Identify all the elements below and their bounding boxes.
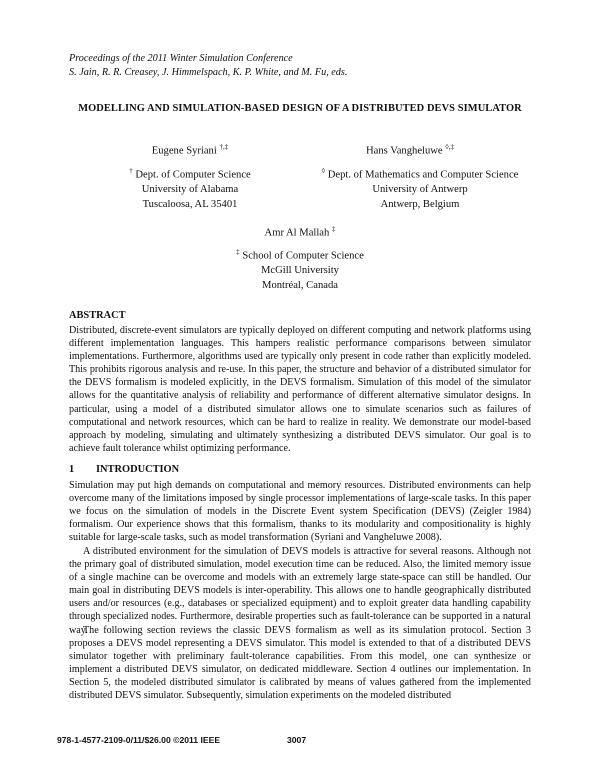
author-3 <box>220 222 380 241</box>
author-1 <box>120 140 260 159</box>
author-mark: ‡ <box>331 225 336 233</box>
affiliation-line: Dept. of Mathematics and Computer Science <box>327 169 519 181</box>
affiliation-mark: ◊ <box>321 167 326 175</box>
affiliation-line: University of Antwerp <box>372 184 468 196</box>
affiliation-3 <box>200 245 400 294</box>
author-mark: †,‡ <box>219 143 229 151</box>
proceedings-line: Proceedings of the 2011 Winter Simulation Conference <box>69 53 293 64</box>
paper-title: MODELLING AND SIMULATION-BASED DESIGN OF A DISTRIBUTED DEVS SIMULATOR <box>78 103 522 114</box>
affiliation-2 <box>300 164 540 213</box>
abstract-text: Distributed, discrete-event simulators are typically deployed on different computing and network platforms using different implementation languages. This hampers realistic performance comparisons between simulator implementations. Furthermore, algorithms used are typically only present in code rather than explicitly modeled. This prohibits rigorous analysis and re-use. In this paper, the structure and behavior of a distributed simulator for the DEVS formalism is modeled explicitly, in the DEVS formalism. Simulation of this model of the simulator allows for the quantitative analysis of reliability and performance of different alternative simulator designs. In particular, using a model of a distributed simulator allows one to simulate scenarios such as failures of computational and network resources, which can be hard to realize in reality. We demonstrate our model-based approach by modeling, simulating and ultimately synthesizing a distributed DEVS simulator. Our goal is to achieve fault tolerance whilst optimizing performance. <box>69 325 531 454</box>
intro-paragraph: A distributed environment for the simulation of DEVS models is attractive for several reasons. Although not the primary goal of distributed simulation, model execution time can be reduced. Also, the limited memory issue of a single machine can be overcome and models with an extremely large state-space can still be handled. Our main goal in distributing DEVS models is inter-operability. This allows one to handle geographically distributed users and/or resources (e.g., databases or specialized equipment) and to exploit greater data handling capability through specialized nodes. Furthermore, desirable properties such as fault-tolerance can be supported in a natural way. <box>69 546 531 636</box>
section-number: 1 <box>69 464 75 475</box>
affiliation-mark: ‡ <box>236 248 240 256</box>
section-title: INTRODUCTION <box>96 464 180 475</box>
page-number: 3007 <box>287 735 307 745</box>
affiliation-line: School of Computer Science <box>242 250 364 262</box>
intro-paragraph: Simulation may put high demands on computational and memory resources. Distributed environments can help overcome many of the limitations imposed by single processor implementations of large-scale tasks. In this paper we focus on the simulation of models in the Discrete Event system Specification (DEVS) (Zeigler 1984) formalism. Our experience shows that this formalism, thanks to its modularity and compositionality is highly suitable for large-scale tasks, such as model transformation (Syriani and Vangheluwe 2008). <box>69 480 531 544</box>
conference-header <box>69 52 347 80</box>
affiliation-line: University of Alabama <box>141 184 239 196</box>
affiliation-line: Tuscaloosa, AL 35401 <box>142 199 238 211</box>
introduction-heading <box>69 464 179 475</box>
isbn-copyright: 978-1-4577-2109-0/11/$26.00 ©2011 IEEE <box>57 735 221 745</box>
affiliation-line: Antwerp, Belgium <box>380 199 460 211</box>
affiliation-1 <box>100 164 280 213</box>
author-name: Eugene Syriani <box>151 145 217 157</box>
affiliation-mark: † <box>129 167 133 175</box>
affiliation-line: McGill University <box>261 265 339 277</box>
affiliation-line: Dept. of Computer Science <box>135 169 251 181</box>
intro-paragraph: The following section reviews the classic DEVS formalism as well as its simulation protocol. Section 3 proposes a DEVS model representing a DEVS simulator. This model is extended to that of a distributed DEVS simulator together with preliminary fault-tolerance capabilities. From this model, one can synthesize or implement a distributed DEVS simulator, on dedicated middleware. Section 4 outlines our implementation. In Section 5, the modeled distributed simulator is calibrated by means of values gathered from the implemented distributed DEVS simulator. Subsequently, simulation experiments on the modeled distributed <box>69 625 531 702</box>
editors-line: S. Jain, R. R. Creasey, J. Himmelspach, K. P. White, and M. Fu, eds. <box>69 67 348 78</box>
author-name: Amr Al Mallah <box>264 227 330 239</box>
author-name: Hans Vangheluwe <box>366 145 443 157</box>
abstract-heading: ABSTRACT <box>69 310 126 321</box>
affiliation-line: Montréal, Canada <box>262 280 338 292</box>
author-2 <box>340 140 480 159</box>
author-mark: ◊,‡ <box>445 143 454 151</box>
